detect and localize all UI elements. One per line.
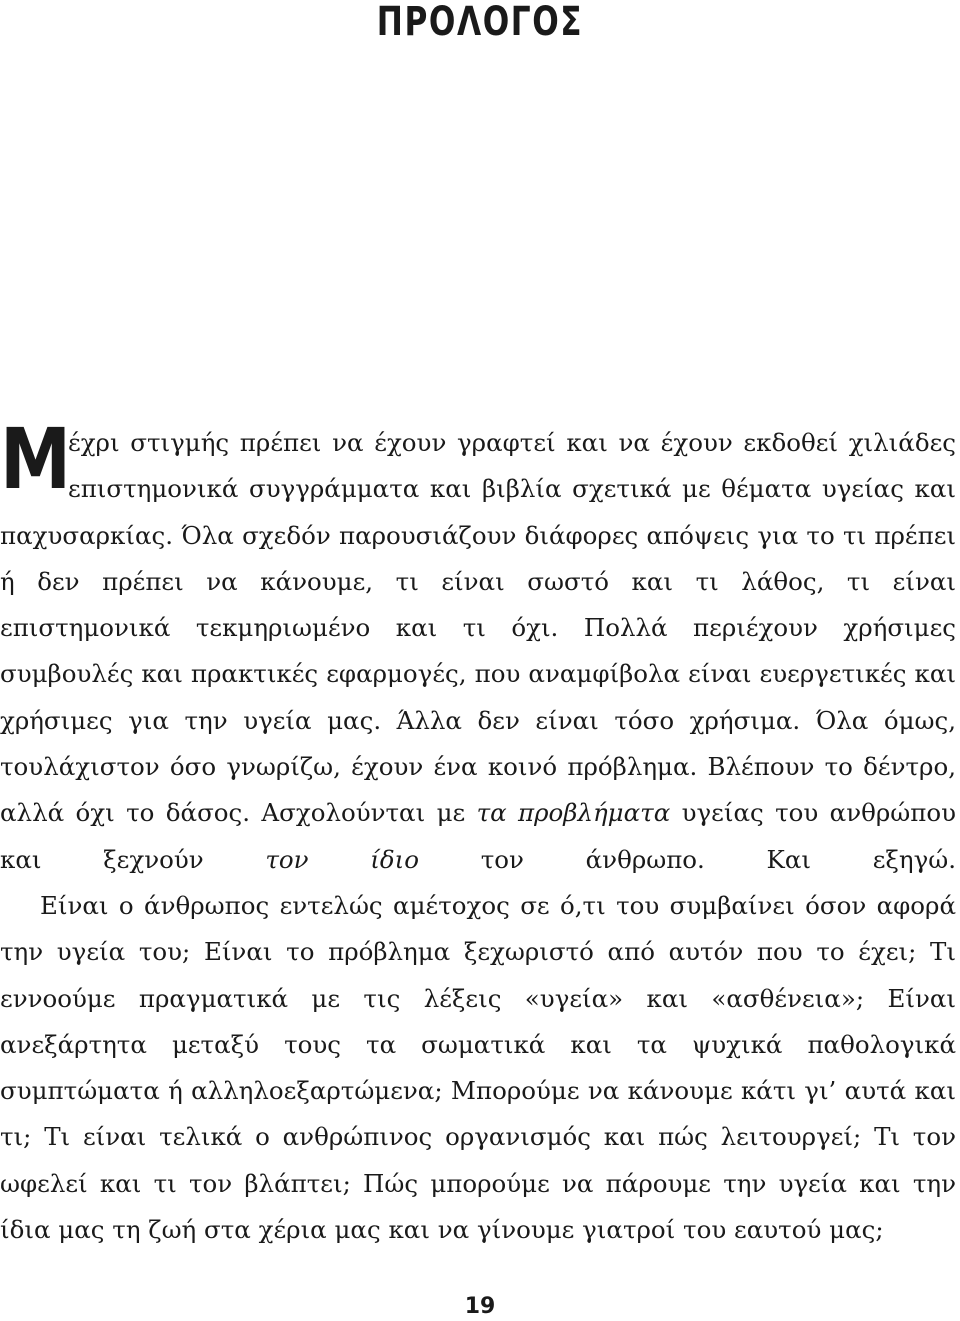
paragraph-1 bbox=[0, 410, 956, 883]
paragraph-1-text-a: έχρι στιγμής πρέπει να έχουν γραφτεί και να έχουν εκδοθεί χιλιάδες επιστημονικά συγγράμματα και βιβλία σχετικά με θέματα υγείας και παχυσαρκίας. Όλα σχεδόν παρουσιάζουν διάφορες απόψεις για το τι πρέπει ή δεν πρέπει να κάνουμε, τι είναι σωστό και τι λάθος, τι είναι επιστημονικά τεκμηριωμένο και τι όχι. Πολλά περιέχουν χρήσιμες συμβουλές και πρακτικές εφαρμογές, που αναμφίβολα είναι ευεργετικές και χρήσιμες για την υγεία μας. Άλλα δεν είναι τόσο χρήσιμα. Όλα όμως, τουλάχιστον όσο γνωρίζω, έχουν ένα κοινό πρόβλημα. Βλέπουν το δέντρο, αλλά όχι το δάσος. Ασχολούνται με bbox=[0, 428, 956, 828]
paragraph-2: Είναι ο άνθρωπος εντελώς αμέτοχος σε ό,τι του συμβαίνει όσον αφορά την υγεία του; Είναι το πρόβλημα ξεχωριστό από αυτόν που το έχει; Τι εννοούμε πραγματικά με τις λέξεις «υγεία» και «ασθένεια»; Είναι ανεξάρτητα μεταξύ τους τα σωματικά και τα ψυχικά παθολογικά συμπτώματα ή αλληλοεξαρτώμενα; Μπορούμε να κάνουμε κάτι γι’ αυτά και τι; Τι είναι τελικά ο ανθρώπινος οργανισμός και πώς λειτουργεί; Τι τον ωφελεί και τι τον βλάπτει; Πώς μπορούμε να πάρουμε την υγεία και την ίδια μας τη ζωή στα χέρια μας και να γίνουμε γιατροί του εαυτού μας; bbox=[0, 890, 956, 1245]
paragraph-1-text-c: τον άνθρωπο. Και εξηγώ. bbox=[419, 844, 956, 874]
italic-phrase-problems: τα προβλήματα bbox=[476, 798, 671, 828]
page-number: 19 bbox=[464, 1294, 496, 1319]
italic-phrase-himself: τον ίδιο bbox=[265, 844, 419, 874]
body-text bbox=[0, 410, 956, 1253]
paragraph-1-text-b: υγείας του ανθρώπου και ξεχνούν bbox=[0, 798, 956, 874]
page-title: ΠΡΟΛΟΓΟΣ bbox=[376, 0, 584, 45]
drop-cap: Μ bbox=[0, 410, 72, 508]
